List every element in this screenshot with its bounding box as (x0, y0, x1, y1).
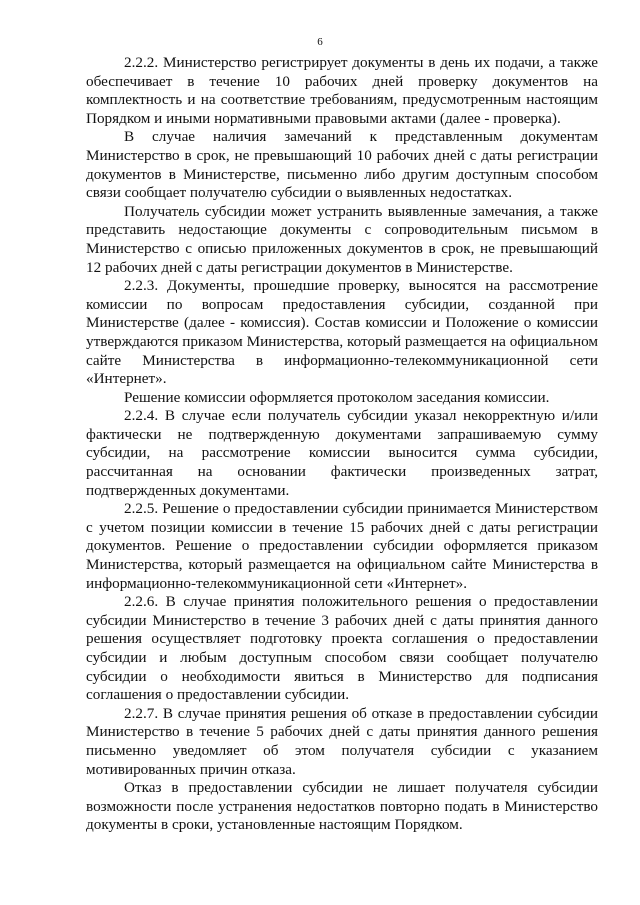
paragraph-2-2-2: 2.2.2. Министерство регистрирует документы в день их подачи, а также обеспечивает в течение 10 рабочих дней проверку документов на комплектность и на соответствие требованиям, предусмотренным настоящим Порядком и иными нормативными правовыми актами (далее - проверка). (86, 54, 598, 127)
document-body (86, 54, 598, 835)
paragraph-2-2-6: 2.2.6. В случае принятия положительного решения о предоставлении субсидии Министерство в течение 3 рабочих дней с даты принятия данного решения осуществляет подготовку проекта соглашения о предоставлении субсидии и любым доступным способом связи сообщает получателю субсидии о необходимости явиться в Министерство для подписания соглашения о предоставлении субсидии. (86, 593, 598, 704)
paragraph-refusal: Отказ в предоставлении субсидии не лишает получателя субсидии возможности после устранения недостатков повторно подать в Министерство документы в сроки, установленные настоящим Порядком. (86, 779, 598, 834)
page-number: 6 (317, 36, 323, 48)
paragraph-2-2-5: 2.2.5. Решение о предоставлении субсидии принимается Министерством с учетом позиции комиссии в течение 15 рабочих дней с даты регистрации документов. Решение о предоставлении субсидии оформляется приказом Министерства, который размещается на официальном сайте Министерства в информационно-телекоммуникационной сети «Интернет». (86, 500, 598, 592)
paragraph-remarks: В случае наличия замечаний к представленным документам Министерство в срок, не превышающий 10 рабочих дней с даты регистрации документов в Министерстве, письменно либо другим доступным способом связи сообщает получателю субсидии о выявленных недостатках. (86, 128, 598, 202)
paragraph-2-2-7: 2.2.7. В случае принятия решения об отказе в предоставлении субсидии Министерство в течение 5 рабочих дней с даты принятия данного решения письменно уведомляет об этом получателя субсидии с указанием мотивированных причин отказа. (86, 704, 598, 778)
paragraph-corrections: Получатель субсидии может устранить выявленные замечания, а также представить недостающие документы с сопроводительным письмом в Министерство с описью приложенных документов в срок, не превышающий 12 рабочих дней с даты регистрации документов в Министерстве. (86, 202, 598, 276)
paragraph-commission-decision: Решение комиссии оформляется протоколом заседания комиссии. (124, 388, 550, 406)
paragraph-2-2-3: 2.2.3. Документы, прошедшие проверку, выносятся на рассмотрение комиссии по вопросам предоставления субсидии, созданной при Министерстве (далее - комиссия). Состав комиссии и Положение о комиссии утверждаются приказом Министерства, который размещается на официальном сайте Министерства в информационно-телекоммуникационной сети «Интернет». (86, 277, 598, 388)
paragraph-2-2-4: 2.2.4. В случае если получатель субсидии указал некорректную и/или фактически не подтвержденную документами запрашиваемую сумму субсидии, на рассмотрение комиссии выносится сумма субсидии, рассчитанная на основании фактически произведенных затрат, подтвержденных документами. (86, 407, 598, 499)
